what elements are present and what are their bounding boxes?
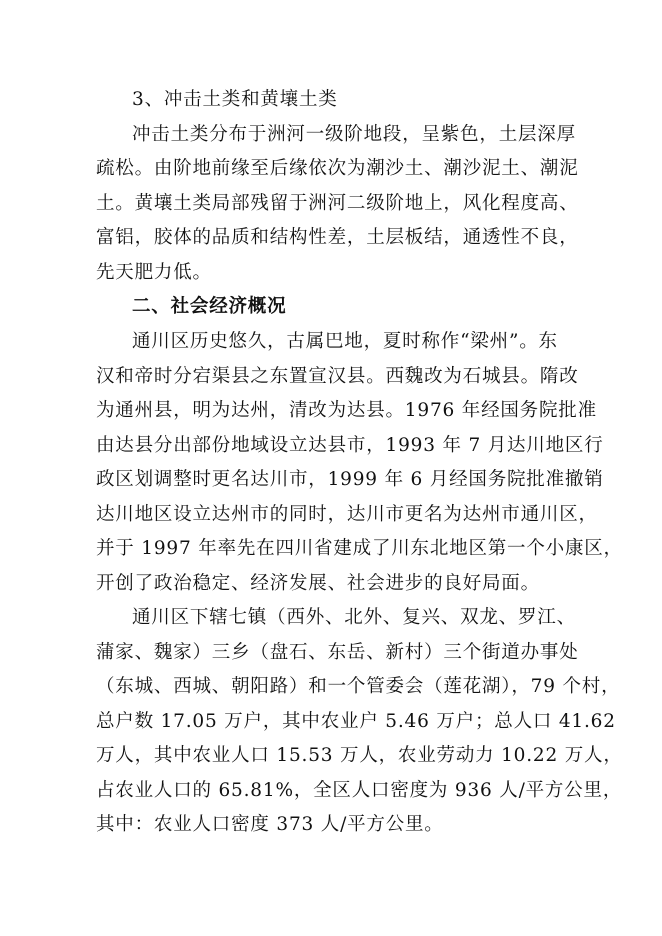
history-line-5: 政区划调整时更名达川市，1999 年 6 月经国务院批准撤销 <box>96 469 604 490</box>
admin-line-2: 蒲家、魏家）三乡（盘石、东岳、新村）三个街道办事处 <box>96 642 579 663</box>
section-3-line-3: 土。黄壤土类局部残留于洲河二级阶地上，风化程度高、 <box>96 193 579 214</box>
history-line-7: 并于 1997 年率先在四川省建成了川东北地区第一个小康区， <box>96 538 623 559</box>
admin-line-3: （东城、西城、朝阳路）和一个管委会（莲花湖），79 个村， <box>96 676 621 697</box>
section-2-heading: 二、社会经济概况 <box>132 296 287 317</box>
history-line-8: 开创了政治稳定、经济发展、社会进步的良好局面。 <box>96 573 540 594</box>
history-line-2: 汉和帝时分宕渠县之东置宣汉县。西魏改为石城县。隋改 <box>96 366 579 387</box>
admin-line-4: 总户数 17.05 万户，其中农业户 5.46 万户；总人口 41.62 <box>96 711 616 732</box>
section-3-line-5: 先天肥力低。 <box>96 262 212 283</box>
section-3-line-1: 冲击土类分布于洲河一级阶地段，呈紫色，土层深厚 <box>132 124 576 145</box>
history-line-1: 通川区历史悠久，古属巴地，夏时称作“梁州”。东 <box>132 331 558 352</box>
admin-line-5: 万人，其中农业人口 15.53 万人，农业劳动力 10.22 万人， <box>96 745 623 766</box>
history-line-3: 为通州县，明为达州，清改为达县。1976 年经国务院批准 <box>96 400 597 421</box>
history-line-4: 由达县分出部份地域设立达县市，1993 年 7 月达川地区行 <box>96 435 604 456</box>
admin-line-6: 占农业人口的 65.81%，全区人口密度为 936 人/平方公里， <box>96 780 623 801</box>
section-3-line-4: 富铝，胶体的品质和结构性差，土层板结，通透性不良， <box>96 227 579 248</box>
admin-line-1: 通川区下辖七镇（西外、北外、复兴、双龙、罗江、 <box>132 607 576 628</box>
admin-line-7: 其中：农业人口密度 373 人/平方公里。 <box>96 814 444 835</box>
section-3-line-2: 疏松。由阶地前缘至后缘依次为潮沙土、潮沙泥土、潮泥 <box>96 158 579 179</box>
section-3-heading: 3、冲击土类和黄壤土类 <box>132 89 338 110</box>
history-line-6: 达川地区设立达州市的同时，达川市更名为达州市通川区， <box>96 504 598 525</box>
